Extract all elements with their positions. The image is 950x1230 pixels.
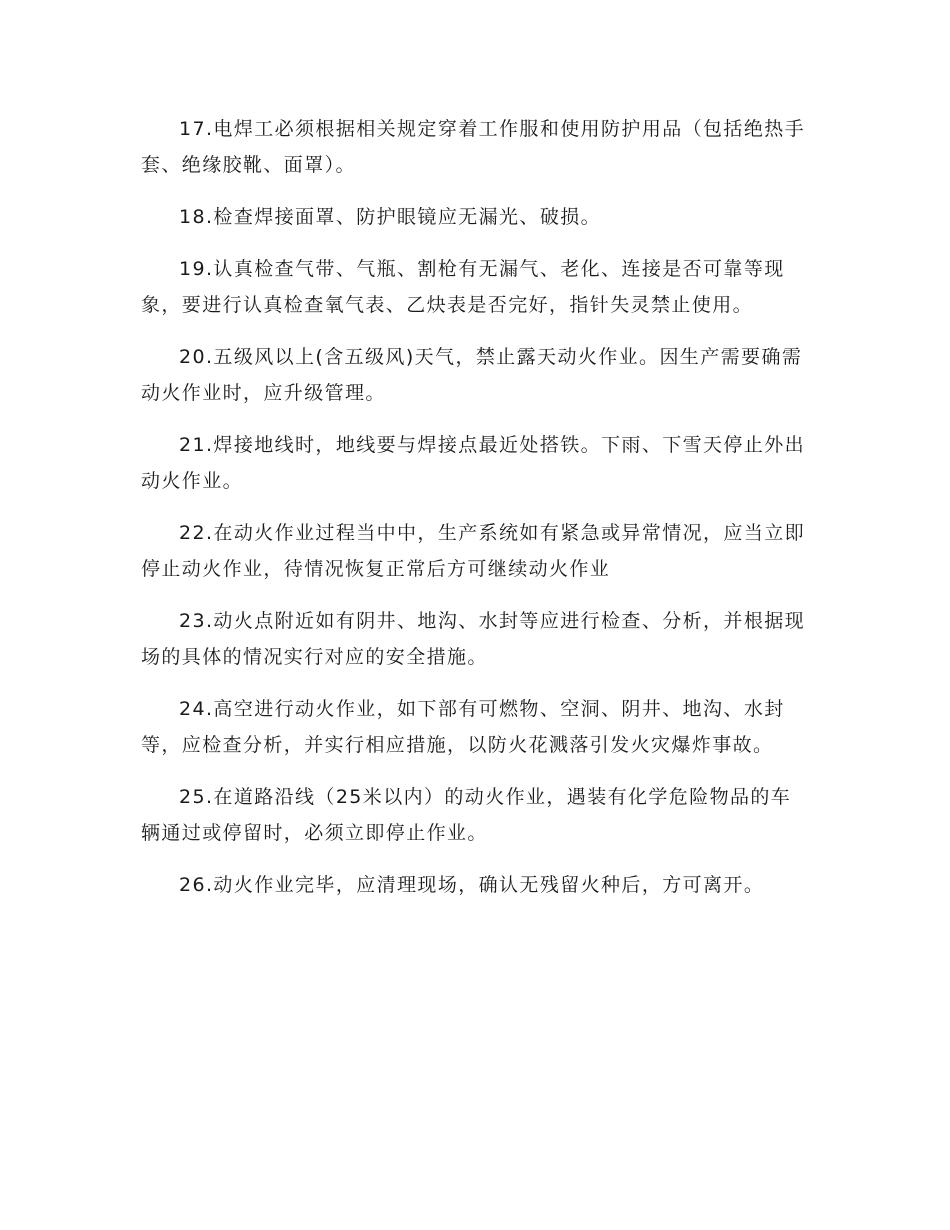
paragraph-22: 22.在动火作业过程当中中，生产系统如有紧急或异常情况，应当立即停止动火作业，待情况恢复正常后方可继续动火作业 [141, 522, 806, 580]
paragraph-20: 20.五级风以上(含五级风)天气，禁止露天动火作业。因生产需要确需动火作业时，应升级管理。 [141, 346, 803, 404]
paragraph-17: 17.电焊工必须根据相关规定穿着工作服和使用防护用品（包括绝热手套、绝缘胶靴、面罩）。 [141, 118, 806, 176]
paragraph-25: 25.在道路沿线（25米以内）的动火作业，遇装有化学危险物品的车辆通过或停留时，必须立即停止作业。 [141, 786, 792, 844]
paragraph-23: 23.动火点附近如有阴井、地沟、水封等应进行检查、分析，并根据现场的具体的情况实行对应的安全措施。 [141, 610, 806, 668]
paragraph-19: 19.认真检查气带、气瓶、割枪有无漏气、老化、连接是否可靠等现象，要进行认真检查氧气表、乙炔表是否完好，指针失灵禁止使用。 [141, 258, 785, 316]
document-body [141, 111, 811, 919]
paragraph-26: 26.动火作业完毕，应清理现场，确认无残留火种后，方可离开。 [179, 874, 765, 896]
paragraph-21: 21.焊接地线时，地线要与焊接点最近处搭铁。下雨、下雪天停止外出动火作业。 [141, 434, 806, 492]
paragraph-18: 18.检查焊接面罩、防护眼镜应无漏光、破损。 [179, 206, 602, 228]
paragraph-24: 24.高空进行动火作业，如下部有可燃物、空洞、阴井、地沟、水封等，应检查分析，并实行相应措施，以防火花溅落引发火灾爆炸事故。 [141, 698, 785, 756]
